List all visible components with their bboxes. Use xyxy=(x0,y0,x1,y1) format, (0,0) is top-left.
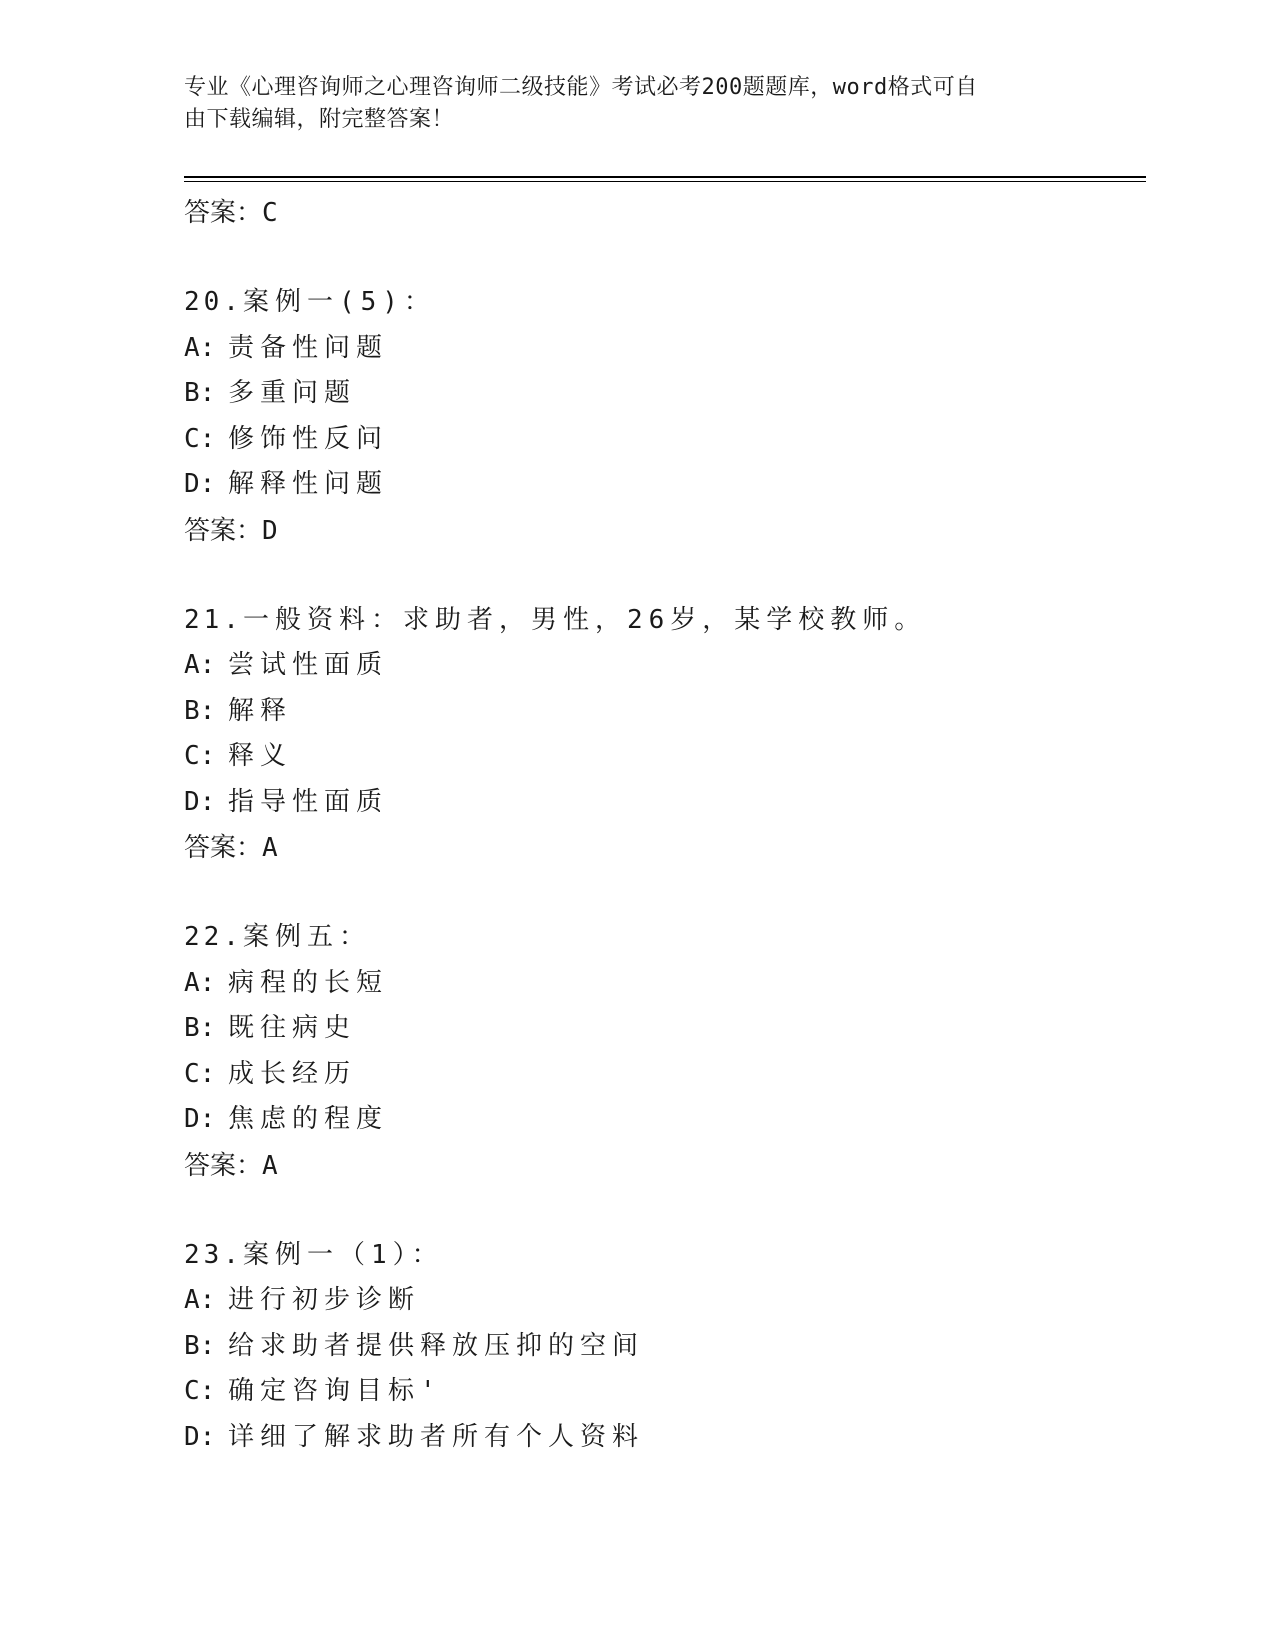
option-label: A: xyxy=(184,650,216,680)
question-text: 案例五： xyxy=(242,922,371,952)
option-d xyxy=(184,780,1144,826)
answer-line xyxy=(184,825,1144,871)
option-label: C: xyxy=(184,741,216,771)
option-d xyxy=(184,1415,1144,1461)
option-a xyxy=(184,961,1144,1007)
question-number: 21. xyxy=(184,604,243,635)
option-label: D: xyxy=(184,786,216,817)
option-a xyxy=(184,326,1144,372)
answer-value: D xyxy=(262,515,278,546)
option-text: 尝试性面质 xyxy=(228,650,389,680)
answer-line xyxy=(184,1143,1144,1189)
answer-line: 答案：C xyxy=(184,198,278,228)
option-a xyxy=(184,1278,1144,1324)
header-line-1: 专业《心理咨询师之心理咨询师二级技能》考试必考200题题库，word格式可自 xyxy=(184,75,978,100)
option-c xyxy=(184,417,1144,463)
option-text: 成长经历 xyxy=(228,1058,357,1089)
question-stem xyxy=(184,598,1144,644)
option-label: D: xyxy=(184,1421,216,1452)
question-text: 一般资料：求助者，男性，26岁，某学校教师。 xyxy=(242,604,927,635)
option-label: D: xyxy=(184,1104,216,1134)
option-label: B: xyxy=(184,695,216,726)
option-b xyxy=(184,371,1144,417)
option-label: A: xyxy=(184,332,216,363)
option-text: 进行初步诊断 xyxy=(228,1285,421,1315)
option-c xyxy=(184,734,1144,780)
option-d xyxy=(184,462,1144,508)
question-number: 23. xyxy=(184,1239,243,1270)
option-text: 指导性面质 xyxy=(228,786,389,817)
option-text: 焦虑的程度 xyxy=(228,1104,389,1134)
question-list xyxy=(184,190,1144,1460)
question-item xyxy=(184,915,1144,1189)
option-label: D: xyxy=(184,469,216,499)
question-number: 22. xyxy=(184,922,243,952)
option-text: 病程的长短 xyxy=(228,967,389,998)
answer-label: 答案： xyxy=(184,515,263,546)
option-text: 解释性问题 xyxy=(228,469,389,499)
option-text: 释义 xyxy=(228,741,293,771)
answer-value: A xyxy=(262,1150,278,1181)
option-label: C: xyxy=(184,1376,216,1406)
option-label: C: xyxy=(184,423,216,454)
question-item xyxy=(184,598,1144,872)
option-a xyxy=(184,643,1144,689)
option-label: C: xyxy=(184,1058,216,1089)
question-stem xyxy=(184,915,1144,961)
option-c xyxy=(184,1369,1144,1415)
option-label: B: xyxy=(184,1013,216,1043)
option-text: 多重问题 xyxy=(228,378,357,408)
question-stem xyxy=(184,1233,1144,1279)
option-text: 修饰性反问 xyxy=(228,423,389,454)
option-label: A: xyxy=(184,1285,216,1315)
answer-value: A xyxy=(262,833,278,863)
answer-label: 答案： xyxy=(184,1150,263,1181)
document-header xyxy=(184,72,1064,136)
option-text: 详细了解求助者所有个人资料 xyxy=(228,1421,645,1452)
option-label: B: xyxy=(184,378,216,408)
answer-label: 答案： xyxy=(184,833,263,863)
question-text: 案例一(5)： xyxy=(242,287,436,317)
option-b xyxy=(184,689,1144,735)
option-text: 既往病史 xyxy=(228,1013,357,1043)
question-text: 案例一（1）： xyxy=(242,1239,444,1270)
option-label: A: xyxy=(184,967,216,998)
header-line-2: 由下载编辑，附完整答案！ xyxy=(184,107,455,132)
option-label: B: xyxy=(184,1330,216,1361)
option-text: 确定咨询目标' xyxy=(228,1376,442,1406)
option-text: 责备性问题 xyxy=(228,332,389,363)
question-stem xyxy=(184,280,1144,326)
answer-line xyxy=(184,508,1144,554)
option-c xyxy=(184,1052,1144,1098)
option-text: 解释 xyxy=(228,695,293,726)
header-divider xyxy=(184,176,1146,182)
question-item xyxy=(184,1233,1144,1461)
question-item xyxy=(184,280,1144,554)
option-b xyxy=(184,1006,1144,1052)
option-d xyxy=(184,1097,1144,1143)
option-text: 给求助者提供释放压抑的空间 xyxy=(228,1330,645,1361)
option-b xyxy=(184,1324,1144,1370)
question-number: 20. xyxy=(184,287,243,317)
